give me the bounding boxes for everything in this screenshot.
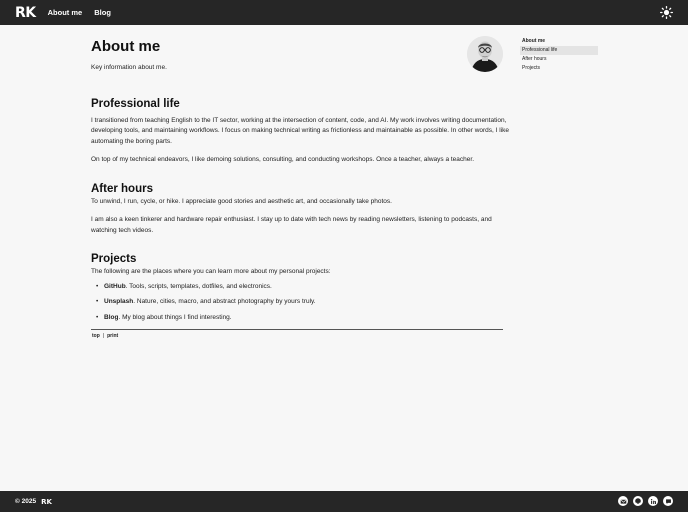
professional-paragraph-2: On top of my technical endeavors, I like demoing solutions, consulting, and conducting workshops. Once a teacher, always a teacher. — [91, 156, 474, 163]
toc-heading[interactable]: About me — [522, 38, 546, 44]
main-content — [91, 36, 511, 328]
project-desc: . Tools, scripts, templates, dotfiles, and electronics. — [125, 282, 272, 290]
nav-blog[interactable]: Blog — [94, 8, 111, 17]
nav-about-me[interactable]: About me — [47, 8, 83, 17]
project-link-unsplash[interactable]: Unsplash — [104, 298, 134, 305]
print-link[interactable]: print — [107, 333, 119, 339]
section-title-after-hours: After hours — [91, 182, 153, 195]
toc-item-after-hours[interactable]: After hours — [522, 56, 547, 62]
project-link-github[interactable]: GitHub — [104, 282, 126, 290]
projects-intro: The following are the places where you can learn more about my personal projects: — [91, 268, 331, 275]
after-hours-paragraph-1: To unwind, I run, cycle, or hike. I appreciate good stories and aesthetic art, and occasionally take photos. — [91, 197, 392, 205]
list-item — [91, 313, 511, 324]
table-of-contents — [520, 37, 598, 73]
page-subtitle: Key information about me. — [91, 64, 167, 71]
chat-icon[interactable] — [663, 496, 673, 506]
sun-icon[interactable] — [660, 6, 673, 19]
project-link-blog[interactable]: Blog — [104, 313, 119, 321]
list-item — [91, 297, 511, 308]
site-logo[interactable]: RK — [15, 4, 36, 21]
top-navbar — [0, 0, 688, 25]
professional-paragraph-1: I transitioned from teaching English to the IT sector, working at the intersection of content, code, and AI. My work involves writing documentation, developing tools, and maintaining workflows. I focus on making technical writing as frictionless and maintainable as possible. In other words, I like automating the boring parts. — [91, 116, 510, 145]
section-title-projects: Projects — [91, 253, 137, 265]
email-icon[interactable] — [618, 496, 628, 506]
list-item — [91, 282, 511, 293]
page-title: About me — [91, 38, 161, 55]
toc-item-projects[interactable]: Projects — [522, 65, 541, 71]
copyright: © 2025 — [15, 498, 37, 505]
divider — [91, 329, 503, 330]
project-desc: . Nature, cities, macro, and abstract photography by yours truly. — [133, 298, 316, 305]
social-links — [618, 496, 673, 506]
footer-logo[interactable]: RK — [41, 497, 52, 506]
separator: | — [102, 333, 105, 339]
footer — [0, 491, 688, 512]
after-hours-paragraph-2: I am also a keen tinkerer and hardware repair enthusiast. I stay up to date with tech news by reading newsletters, listening to podcasts, and watching tech videos. — [91, 216, 492, 234]
section-title-professional: Professional life — [91, 97, 180, 110]
linkedin-icon[interactable] — [648, 496, 658, 506]
project-desc: . My blog about things I find interesting. — [118, 313, 232, 321]
projects-list — [91, 282, 511, 324]
github-icon[interactable] — [633, 496, 643, 506]
toc-item-professional-life[interactable]: Professional life — [520, 46, 598, 55]
page-links — [92, 333, 118, 339]
top-link[interactable]: top — [92, 333, 100, 339]
